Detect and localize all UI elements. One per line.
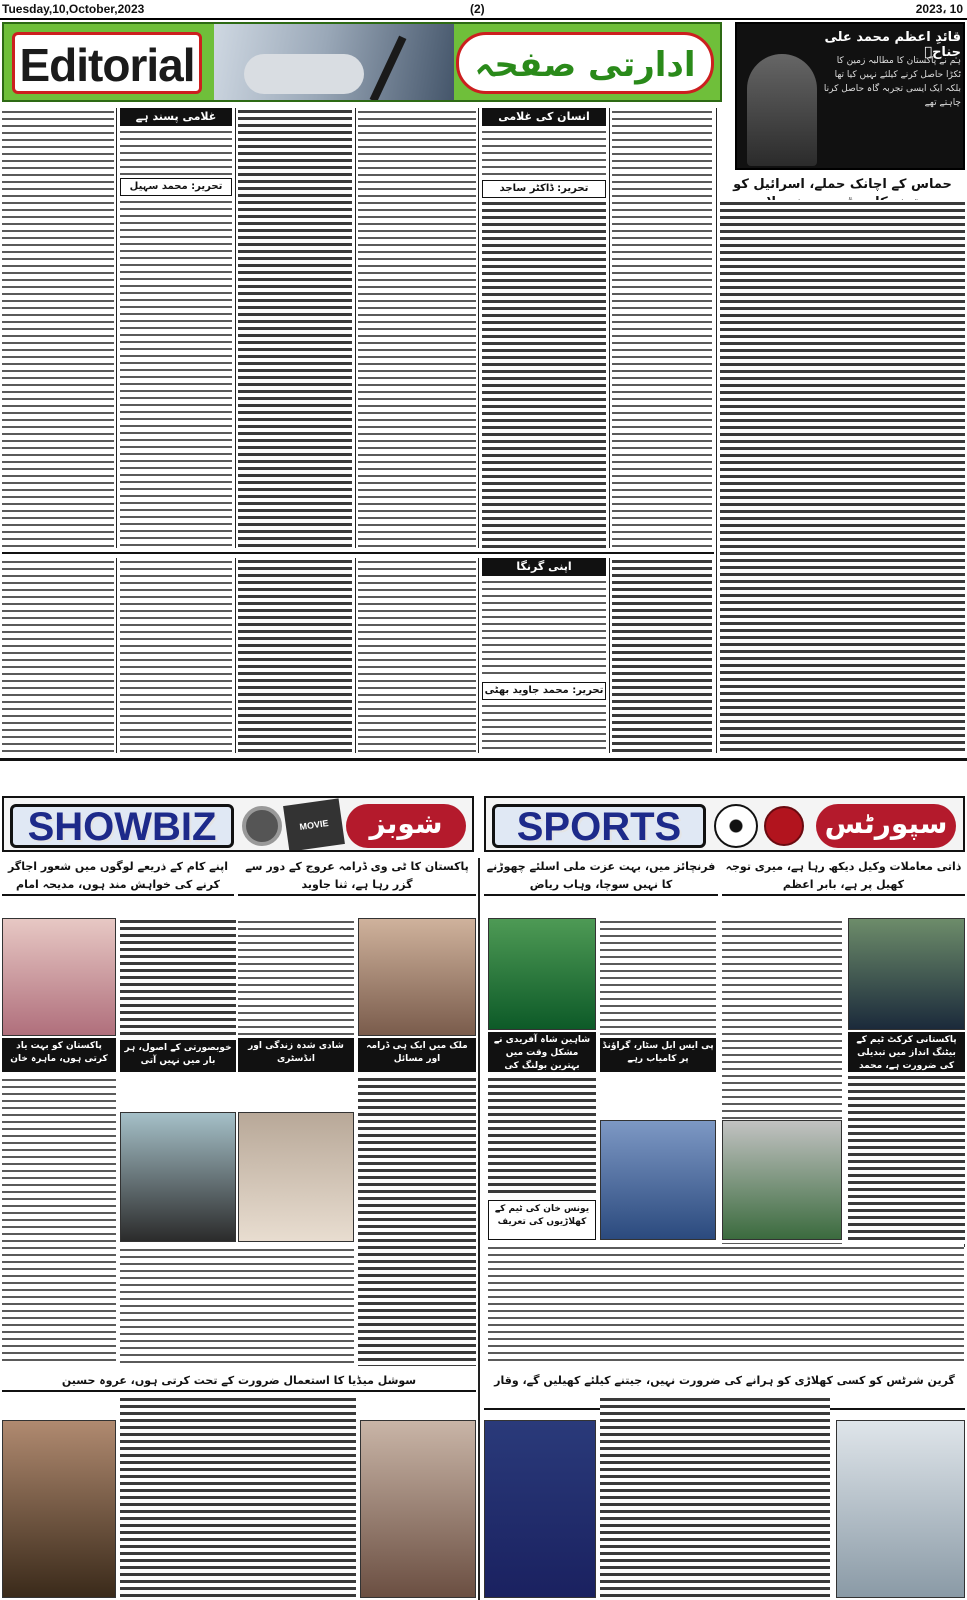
sports-caption-2: پی ایس ایل سٹار، گراؤنڈ پر کامیاب رہے xyxy=(600,1038,716,1072)
wahab-riaz-photo xyxy=(488,918,596,1030)
article-text xyxy=(482,578,606,678)
showbiz-headline-1: پاکستان کا ٹی وی ڈرامہ عروج کے دور سے گزر رہا ہے، ثنا جاوید xyxy=(238,858,476,896)
mohammad-yousuf-photo xyxy=(722,1120,842,1240)
article-author: تحریر: محمد سہیل xyxy=(120,178,232,196)
column-divider xyxy=(478,558,479,753)
column-divider xyxy=(478,108,479,548)
quaid-title: قائدِ اعظم محمد علی جناحؒ xyxy=(824,30,961,60)
cricket-ball-icon xyxy=(764,806,804,846)
article-text xyxy=(482,702,606,753)
issue-date-urdu: 2023، 10 xyxy=(915,2,963,16)
column-divider xyxy=(235,108,236,548)
sports-article-text xyxy=(600,1396,830,1598)
column-divider xyxy=(235,558,236,753)
article-author: تحریر: محمد جاوید بھٹی xyxy=(482,682,606,700)
article-text xyxy=(482,200,606,548)
editorial-column-left xyxy=(2,108,114,548)
film-reel-icon xyxy=(242,806,282,846)
page-number: (2) xyxy=(470,2,485,16)
movie-club-label: MOVIE xyxy=(298,818,330,832)
issue-date: Tuesday,10,October,2023 xyxy=(2,2,145,16)
actress-photo-1 xyxy=(120,1112,236,1242)
showbiz-article-text xyxy=(238,918,354,1036)
banner-title-english: Editorial xyxy=(12,32,202,94)
sports-article-text xyxy=(488,1244,964,1364)
column-divider xyxy=(609,108,610,548)
column-divider xyxy=(355,558,356,753)
article-title-gulami: غلامی پسند ہے xyxy=(120,108,232,126)
article-title-insan: انسان کی غلامی xyxy=(482,108,606,126)
actress-photo-3 xyxy=(360,1420,476,1598)
showbiz-article-text xyxy=(120,918,236,1038)
article-text xyxy=(120,198,232,548)
younis-khan-photo xyxy=(600,1120,716,1240)
banner-hand-image xyxy=(244,54,364,94)
article-text xyxy=(612,108,712,548)
showbiz-bottom-headline: سوشل میڈیا کا استعمال ضرورت کے تحت کرتی ہوں، عروہ حسین xyxy=(2,1372,476,1392)
article-text xyxy=(612,558,712,753)
article-title-lower: اپنی گرنگا xyxy=(482,558,606,576)
actress-photo-2 xyxy=(238,1112,354,1242)
sana-javed-photo xyxy=(358,918,476,1036)
sports-caption-4: یونس خان کی ٹیم کے کھلاڑیوں کی تعریف xyxy=(488,1200,596,1240)
header-rule xyxy=(0,18,967,20)
column-divider xyxy=(716,108,717,753)
sports-title-english: SPORTS xyxy=(492,804,706,848)
column-divider xyxy=(609,558,610,753)
banner-title-urdu: ادارتی صفحہ xyxy=(456,32,714,94)
article-author: تحریر: ڈاکٹر ساجد xyxy=(482,180,606,198)
babar-azam-photo xyxy=(848,918,965,1030)
section-rule xyxy=(2,552,714,554)
column-divider xyxy=(355,108,356,548)
quaid-quote: ہم نے پاکستان کا مطالبہ زمین کا ٹکڑا حاصل کرنے کیلئے نہیں کیا تھا بلکہ ایک ایسی تجربہ گاہ حاصل کرنا چاہتے تھے xyxy=(823,56,961,108)
inzamam-photo xyxy=(836,1420,965,1598)
sports-caption-3: شاہین شاہ آفریدی نے مشکل وقت میں بہترین بولنگ کی xyxy=(488,1032,596,1072)
quaid-quote-box xyxy=(735,22,965,170)
showbiz-article-text xyxy=(358,1076,476,1366)
mahira-khan-photo xyxy=(2,918,116,1036)
showbiz-caption-2: خوبصورتی کے اصول، ہر بار میں نہیں آتی xyxy=(120,1040,236,1072)
main-article-text xyxy=(720,200,965,753)
article-text xyxy=(238,558,352,753)
movie-club-sign xyxy=(283,798,345,851)
showbiz-caption-3: شادی شدہ زندگی اور انڈسٹری xyxy=(238,1038,354,1072)
column-divider xyxy=(116,558,117,753)
sports-article-text xyxy=(600,918,716,1036)
football-icon xyxy=(714,804,758,848)
sports-article-text xyxy=(848,1074,965,1248)
sports-headline-1: ذاتی معاملات وکیل دیکھ رہا ہے، میری توجہ کھیل پر ہے، بابر اعظم xyxy=(722,858,965,896)
article-text xyxy=(482,128,606,176)
article-text xyxy=(120,128,232,176)
showbiz-title-urdu: شوبز xyxy=(346,804,466,848)
showbiz-article-text xyxy=(120,1246,354,1366)
editorial-banner xyxy=(2,22,722,102)
quaid-portrait xyxy=(747,54,817,166)
article-text xyxy=(358,108,476,548)
sports-article-text xyxy=(488,1076,596,1196)
article-text xyxy=(2,558,114,753)
sports-headline-2: فرنچائز میں، بہت عزت ملی اسلئے چھوڑنے کا نہیں سوچا، وہاب ریاض xyxy=(484,858,718,896)
sports-banner xyxy=(484,796,965,852)
showbiz-banner xyxy=(2,796,474,852)
article-text xyxy=(120,558,232,753)
article-text xyxy=(238,108,352,548)
article-text xyxy=(358,558,476,753)
sports-bottom-headline: گرین شرٹس کو کسی کھلاڑی کو ہرانے کی ضرورت نہیں، جیتنے کیلئے کھیلیں گے، وقار xyxy=(484,1372,965,1410)
showbiz-caption-1: پاکستان کو بہت یاد کرتی ہوں، ماہرہ خان xyxy=(2,1038,116,1072)
showbiz-title-english: SHOWBIZ xyxy=(10,804,234,848)
section-rule xyxy=(0,758,967,761)
column-divider xyxy=(116,108,117,548)
section-divider xyxy=(478,858,480,1600)
sports-title-urdu: سپورٹس xyxy=(816,804,956,848)
urwa-hocane-photo xyxy=(2,1420,116,1598)
main-headline: حماس کے اچانک حملے، اسرائیل کو xyxy=(720,176,965,214)
showbiz-headline-2: اپنے کام کے ذریعے لوگوں میں شعور اجاگر کرنے کی خواہش مند ہوں، مدیحہ امام xyxy=(2,858,234,896)
showbiz-caption-4: ملک میں ایک ہی ڈرامہ اور مسائل xyxy=(358,1038,476,1072)
waqar-younis-photo xyxy=(484,1420,596,1598)
showbiz-article-text xyxy=(2,1076,116,1366)
sports-caption-1: پاکستانی کرکٹ ٹیم کے بیٹنگ انداز میں تبدیلی کی ضرورت ہے، محمد xyxy=(848,1032,965,1072)
showbiz-article-text xyxy=(120,1396,356,1598)
